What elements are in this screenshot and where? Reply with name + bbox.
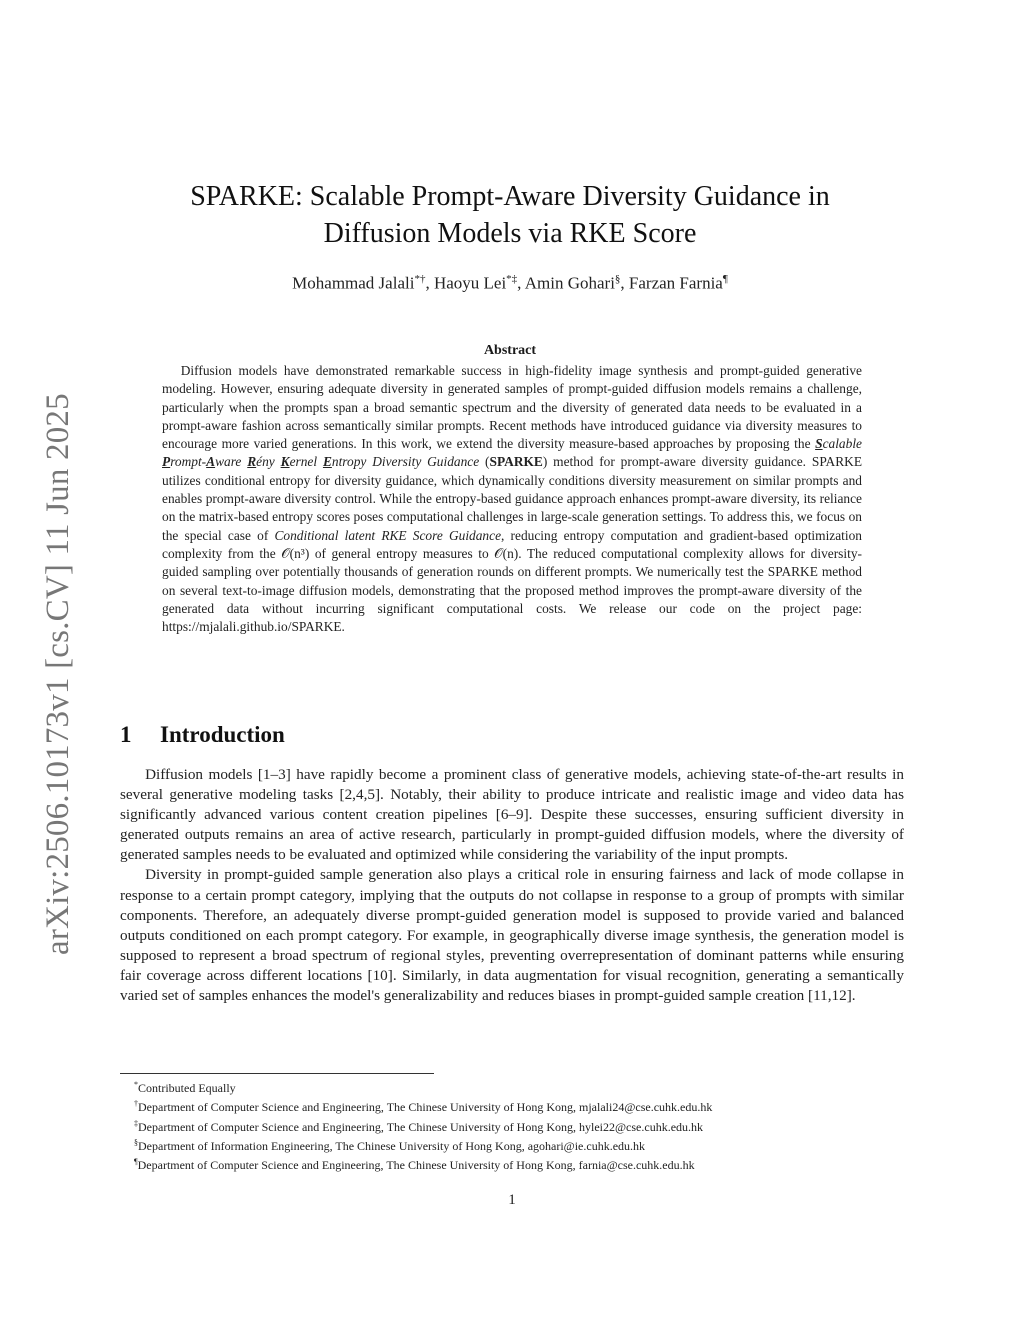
- footnote-mark: §: [134, 1137, 138, 1147]
- footnote: [120, 1154, 904, 1173]
- section-title: Introduction: [160, 722, 285, 747]
- complexity-cubic: 𝒪(n³): [281, 545, 310, 561]
- paragraph: Diffusion models [1–3] have rapidly become a prominent class of generative models, achieving state-of-the-art results in several generative modeling tasks [2,4,5]. Notably, their ability to produce intricate and realistic image and video data has significantly advanced various content creation pipelines [6–9]. Despite these successes, ensuring sufficient diversity in generated outputs remains an area of active research, particularly in prompt-guided diffusion models, where the diversity of generated samples needs to be evaluated and optimized while considering the variability of the input prompts.: [120, 766, 904, 864]
- author-name: Haoyu Lei: [433, 273, 507, 293]
- acronym-letter: R: [247, 454, 257, 470]
- footnote: [120, 1077, 904, 1096]
- acronym-letter: E: [322, 454, 332, 470]
- introduction-body: [120, 765, 904, 1006]
- acronym-word: rompt-: [170, 454, 207, 470]
- abstract-heading: Abstract: [483, 343, 537, 358]
- page-number: 1: [508, 1192, 516, 1208]
- footnote-text: Department of Computer Science and Engineering, The Chinese University of Hong Kong, hylei22@cse.cuhk.edu.hk: [138, 1119, 704, 1134]
- abstract-part: , reducing entropy computation and gradient-based optimization complexity from the: [162, 527, 863, 561]
- acronym-letter: P: [162, 454, 171, 470]
- acronym-short: SPARKE: [489, 454, 543, 470]
- acronym-word: ware: [215, 454, 248, 470]
- footnotes: [120, 1077, 904, 1173]
- acronym-word: ény: [256, 454, 281, 470]
- acronym-letter: S: [815, 436, 823, 452]
- author-marks: *‡: [506, 273, 518, 285]
- title-line-1: SPARKE: Scalable Prompt-Aware Diversity Guidance in: [190, 181, 830, 212]
- footnote-text: Department of Information Engineering, The Chinese University of Hong Kong, agohari@ie.cuhk.edu.hk: [138, 1138, 646, 1153]
- abstract-part: method for prompt-aware diversity guidance. SPARKE utilizes conditional entropy for diversity guidance, which dynamically conditions diversity measurement on similar prompts and enables prompt-aware diversity control. While the entropy-based guidance approach enhances prompt-aware diversity, its reliance on the matrix-based entropy scores poses computational challenges in large-scale generation settings. To address this, we focus on the special case of: [162, 454, 862, 543]
- section-number: 1: [120, 722, 132, 747]
- footnote-mark: ¶: [134, 1157, 138, 1167]
- footnote-text: Department of Computer Science and Engineering, The Chinese University of Hong Kong, farnia@cse.cuhk.edu.hk: [137, 1158, 695, 1173]
- abstract-part: Diffusion models have demonstrated remarkable success in high-fidelity image synthesis and prompt-guided generative modeling. However, ensuring adequate diversity in generated samples of prompt-guided diffusion models remains a challenge, particularly when the prompts span a broad semantic spectrum and the diversity of generated data needs to be evaluated in a prompt-aware fashion across semantically similar prompts. Recent methods have introduced guidance via diversity measures to encourage more varied generations. In this work, we extend the diversity measure-based approaches by proposing the: [162, 363, 862, 452]
- footnote-divider: [120, 1073, 434, 1074]
- acronym-word: ntropy Diversity Guidance: [331, 454, 480, 470]
- italic-term: Conditional latent RKE Score Guidance: [274, 527, 502, 543]
- author-marks: *†: [414, 273, 426, 285]
- section-heading: [120, 722, 285, 748]
- footnote: [120, 1096, 904, 1115]
- abstract-part: of general entropy measures to: [309, 545, 495, 561]
- author-marks: ¶: [722, 273, 728, 285]
- paper-title: [110, 178, 910, 252]
- acronym-letter: K: [280, 454, 290, 470]
- footnote-text: Department of Computer Science and Engineering, The Chinese University of Hong Kong, mjalali24@cse.cuhk.edu.hk: [138, 1100, 713, 1115]
- author-list: Mohammad Jalali*†, Haoyu Lei*‡, Amin Gohari§, Farzan Farnia¶: [292, 273, 728, 293]
- footnote-mark: *: [134, 1080, 138, 1089]
- acronym-word: ernel: [289, 454, 323, 470]
- footnote-text: Contributed Equally: [138, 1081, 236, 1095]
- author-marks: §: [614, 273, 621, 285]
- complexity-linear: 𝒪(n): [494, 545, 519, 561]
- author-name: Farzan Farnia: [628, 273, 723, 293]
- footnote: [120, 1135, 904, 1154]
- abstract-part: . The reduced computational complexity allows for diversity-guided sampling over potentially thousands of generation rounds on different prompts. We numerically test the SPARKE method on several text-to-image diffusion models, demonstrating that the proposed method improves the prompt-aware diversity of the generated data without incurring significant computational costs. We release our code on the project page: https://mjalali.github.io/SPARKE.: [162, 545, 862, 635]
- arxiv-identifier: arXiv:2506.10173v1 [cs.CV] 11 Jun 2025: [40, 393, 76, 955]
- footnote-mark: ‡: [134, 1118, 138, 1128]
- acronym-letter: A: [206, 454, 216, 470]
- author-name: Amin Gohari: [524, 273, 615, 293]
- paragraph: Diversity in prompt-guided sample generation also plays a critical role in ensuring fairness and lack of mode collapse in response to a certain prompt category, implying that the outputs do not collapse in response to a group of prompts with similar components. Therefore, an adequately diverse prompt-guided generation model is supposed to provide varied and balanced outputs conditioned on each prompt category. For example, in geographically diverse image synthesis, the generation model is supposed to represent a broad spectrum of regional styles, preventing overrepresentation of dominant patterns while ensuring fair coverage across different locations [10]. Similarly, in data augmentation for visual recognition, generating a semantically varied set of samples enhances the model's generalizability and reduces biases in prompt-guided sample creation [11,12].: [120, 866, 904, 1005]
- footnote: [120, 1116, 904, 1135]
- author-name: Mohammad Jalali: [292, 273, 415, 293]
- abstract-text: Diffusion models have demonstrated remarkable success in high-fidelity image synthesis and prompt-guided generative modeling. However, ensuring adequate diversity in generated samples of prompt-guided diffusion models remains a challenge, particularly when the prompts span a broad semantic spectrum and the diversity of generated data needs to be evaluated in a prompt-aware fashion across semantically similar prompts. Recent methods have introduced guidance via diversity measures to encourage more varied generations. In this work, we extend the diversity measure-based approaches by proposing the Scalable Prompt-Aware Rény Kernel Entropy Diversity Guidance (SPARKE) method for prompt-aware diversity guidance. SPARKE utilizes conditional entropy for diversity guidance, which dynamically conditions diversity measurement on similar prompts and enables prompt-aware diversity control. While the entropy-based guidance approach enhances prompt-aware diversity, its reliance on the matrix-based entropy scores poses computational challenges in large-scale generation settings. To address this, we focus on the special case of Conditional latent RKE Score Guidance, reducing entropy computation and gradient-based optimization complexity from the 𝒪(n³) of general entropy measures to 𝒪(n). The reduced computational complexity allows for diversity-guided sampling over potentially thousands of generation rounds on different prompts. We numerically test the SPARKE method on several text-to-image diffusion models, demonstrating that the proposed method improves the prompt-aware diversity of the generated data without incurring significant computational costs. We release our code on the project page: https://mjalali.github.io/SPARKE.: [162, 363, 863, 635]
- acronym-word: calable: [822, 436, 862, 452]
- footnote-mark: †: [134, 1099, 138, 1109]
- title-line-2: Diffusion Models via RKE Score: [323, 218, 697, 249]
